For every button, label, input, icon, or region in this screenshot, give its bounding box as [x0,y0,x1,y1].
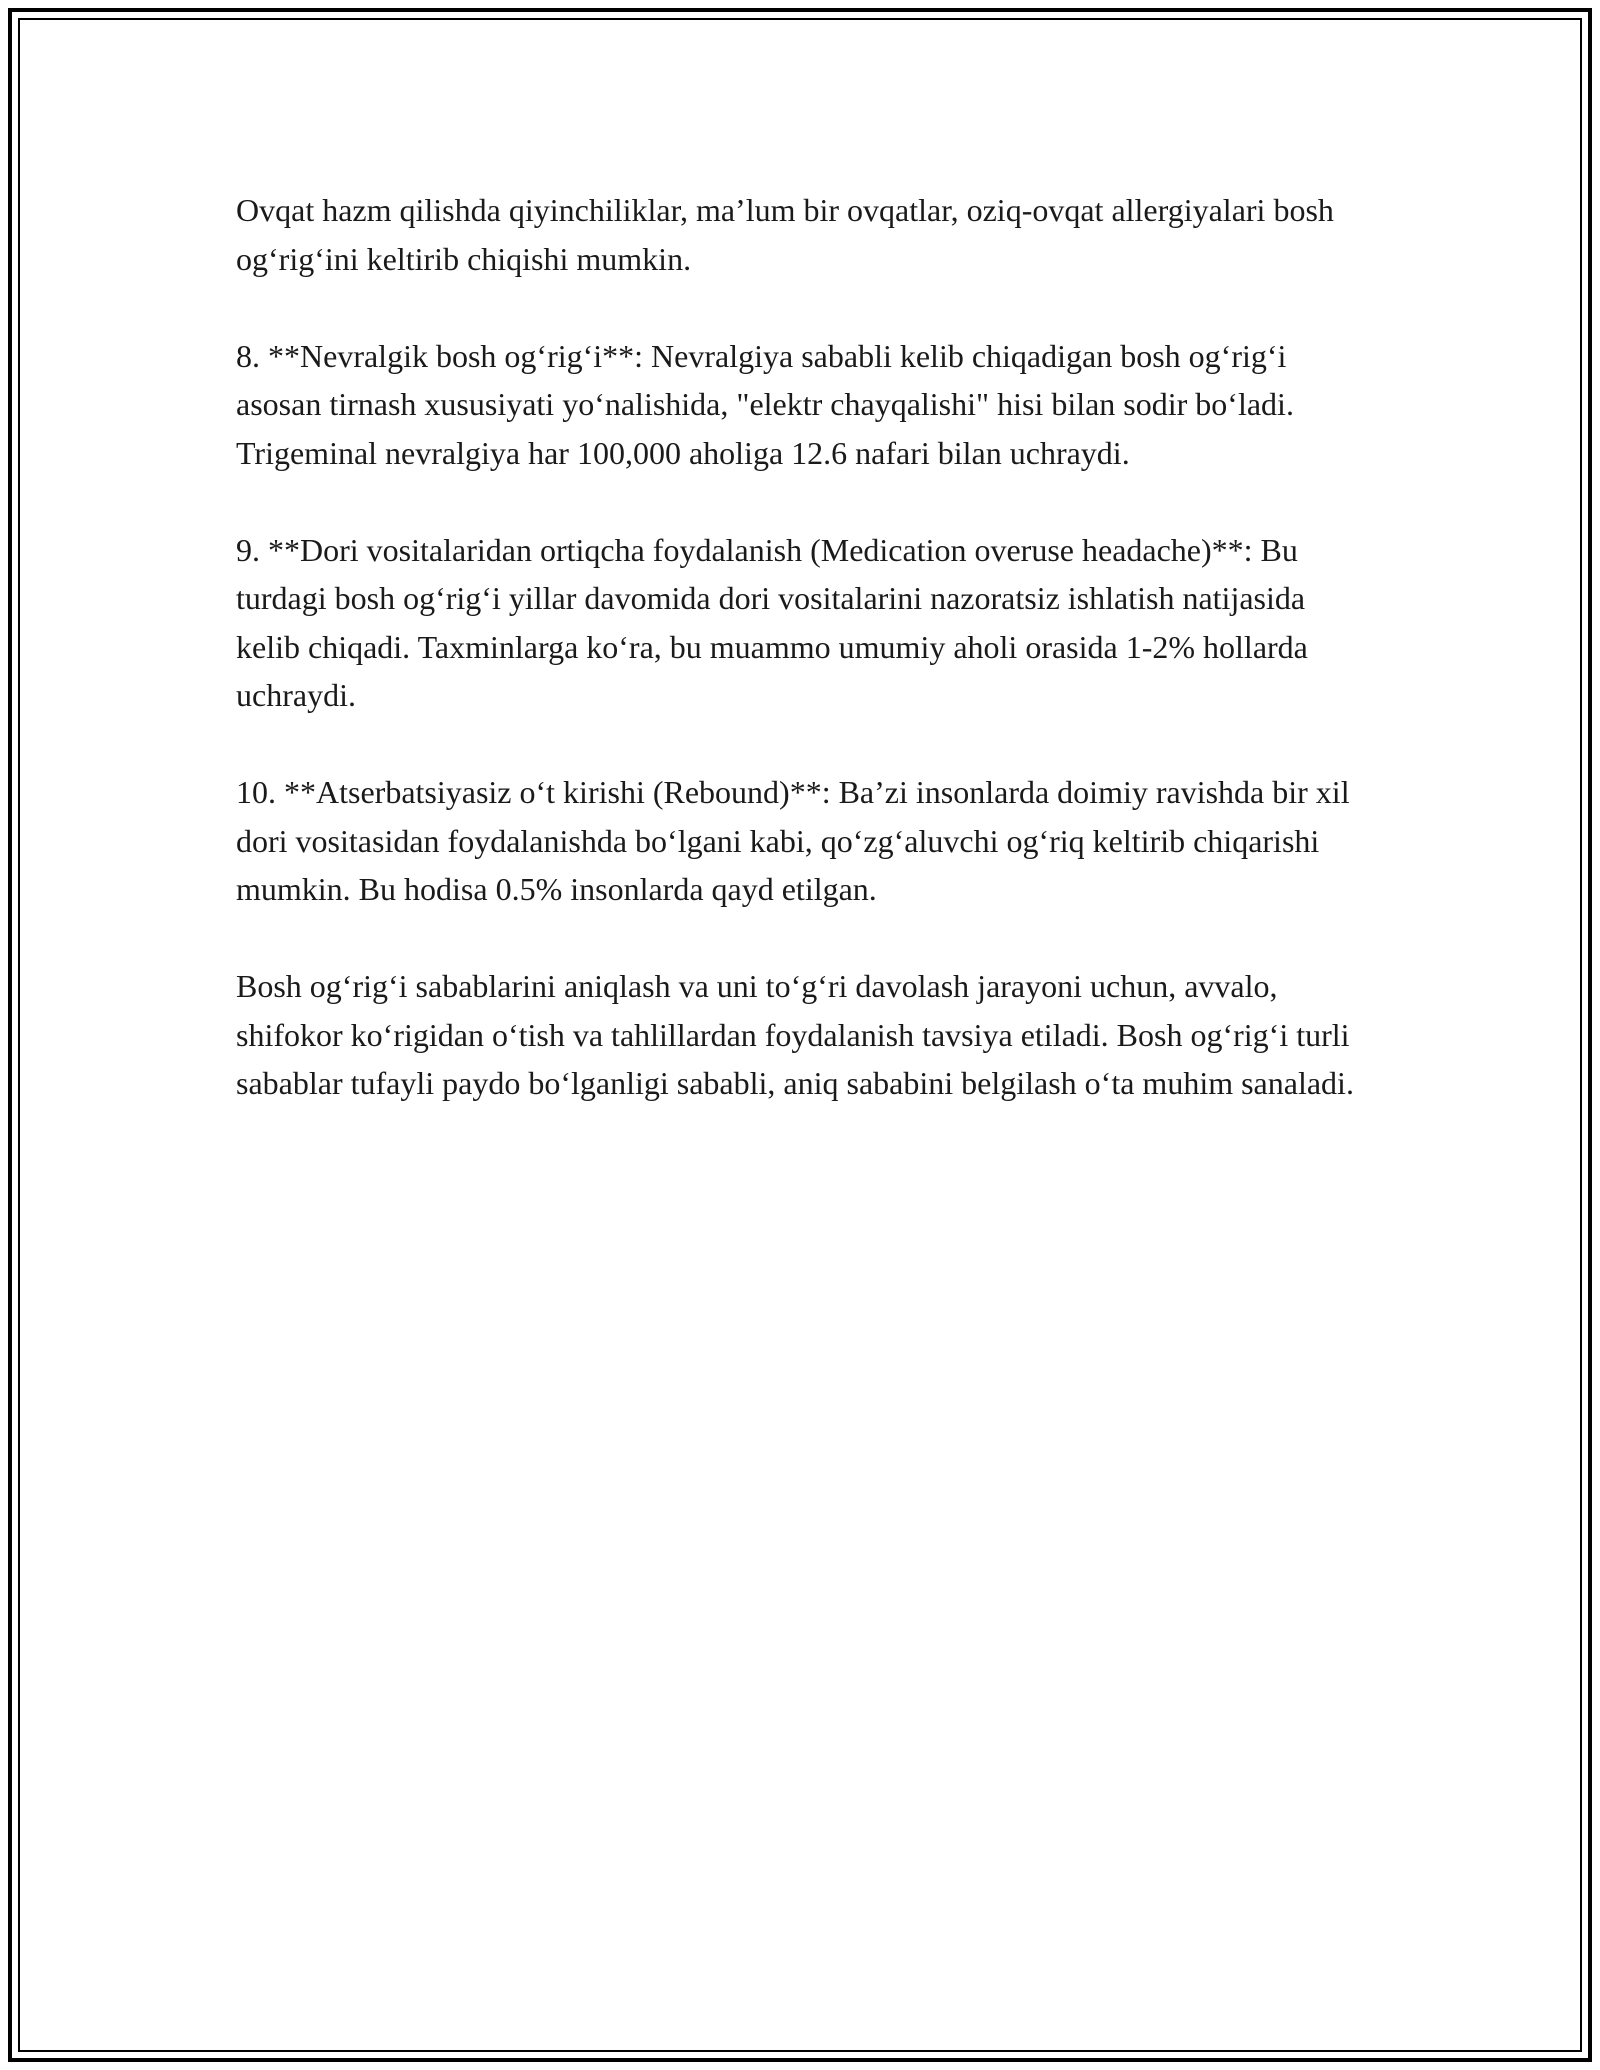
paragraph-neuralgic-headache: 8. **Nevralgik bosh og‘rig‘i**: Nevralgiya sababli kelib chiqadigan bosh og‘rig‘i asosan tirnash xususiyati yo‘nalishida, "elektr chayqalishi" hisi bilan sodir bo‘ladi. Trigeminal nevralgiya har 100,000 aholiga 12.6 nafari bilan uchraydi. [236,337,1294,471]
document-body [236,186,1376,1156]
paragraph-rebound-headache: 10. **Atserbatsiyasiz o‘t kirishi (Rebound)**: Ba’zi insonlarda doimiy ravishda bir xil dori vositasidan foydalanishda bo‘lgani kabi, qo‘zg‘aluvchi og‘riq keltirib chiqarishi mumkin. Bu hodisa 0.5% insonlarda qayd etilgan. [236,774,1350,907]
paragraph-medication-overuse-headache: 9. **Dori vositalaridan ortiqcha foydalanish (Medication overuse headache)**: Bu turdagi bosh og‘rig‘i yillar davomida dori vositalarini nazoratsiz ishlatish natijasida kelib chiqadi. Taxminlarga ko‘ra, bu muammo umumiy aholi orasida 1-2% hollarda uchraydi. [236,531,1308,713]
paragraph-conclusion: Bosh og‘rig‘i sabablarini aniqlash va uni to‘g‘ri davolash jarayoni uchun, avvalo, shifokor ko‘rigidan o‘tish va tahlillardan foydalanish tavsiya etiladi. Bosh og‘rig‘i turli sabablar tufayli paydo bo‘lganligi sababli, aniq sababini belgilash o‘ta muhim sanaladi. [236,968,1354,1101]
paragraph-food-allergies: Ovqat hazm qilishda qiyinchiliklar, ma’lum bir ovqatlar, oziq-ovqat allergiyalari bosh og‘rig‘ini keltirib chiqishi mumkin. [236,192,1334,277]
